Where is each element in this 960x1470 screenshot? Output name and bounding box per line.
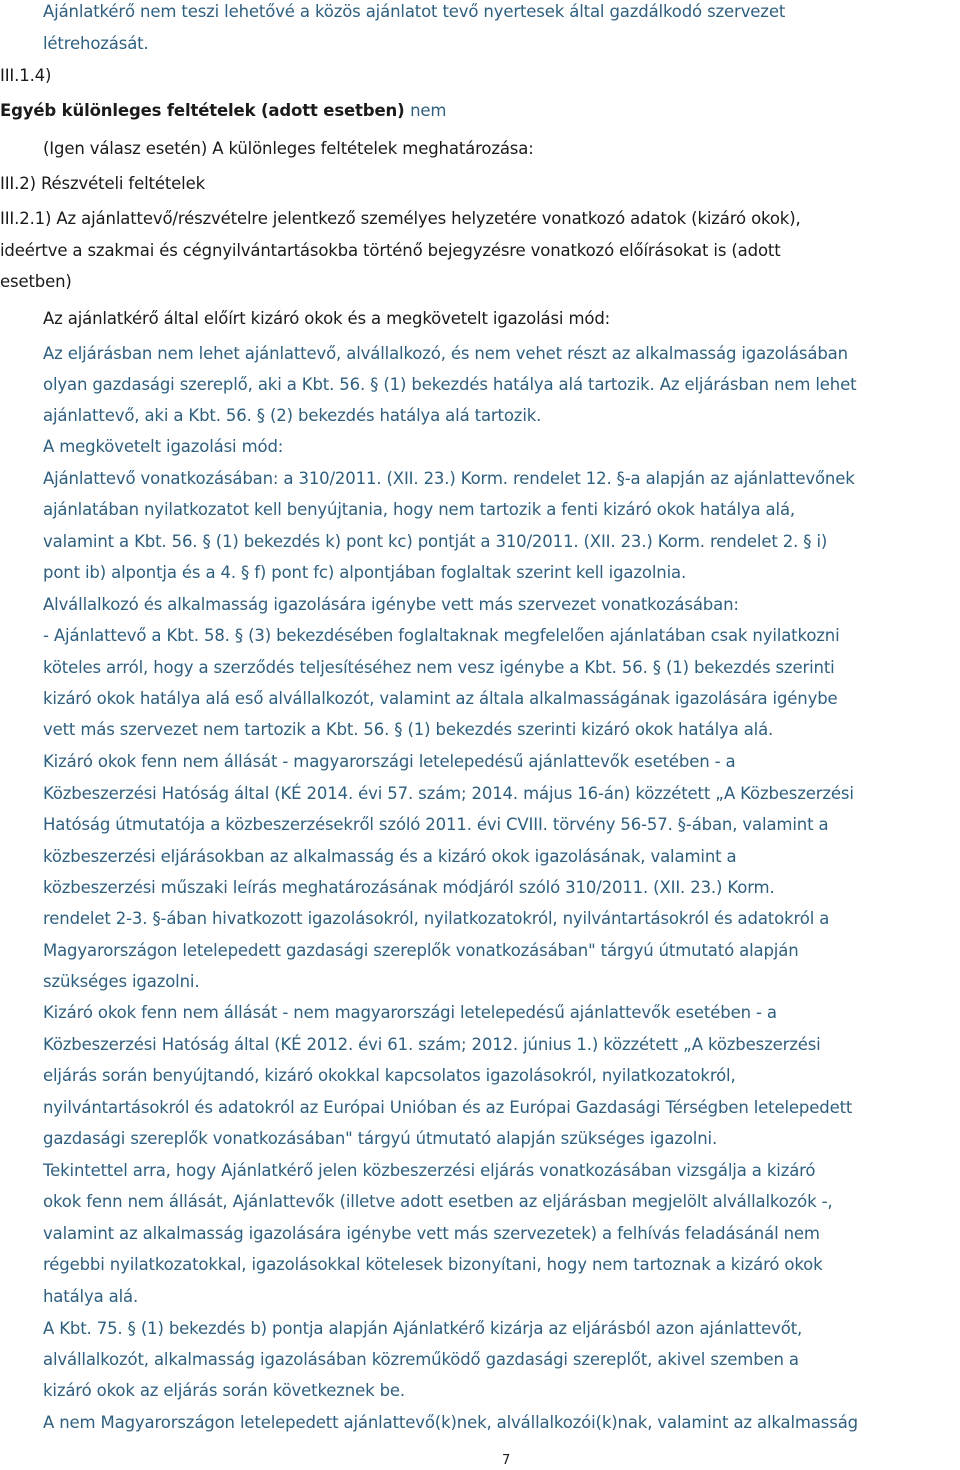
section-heading: III.2.1) Az ajánlattevő/részvételre jelentkező személyes helyzetére vonatkozó adatok (kizáró okok), xyxy=(0,209,801,228)
text-line: közbeszerzési eljárásokban az alkalmasság és a kizáró okok igazolásának, valamint a xyxy=(43,847,737,866)
text-line: Közbeszerzési Hatóság által (KÉ 2012. évi 61. szám; 2012. június 1.) közzétett „A közbeszerzési xyxy=(43,1035,821,1054)
special-conditions-heading: Egyéb különleges feltételek (adott esetben) xyxy=(0,101,411,120)
text-line: Kizáró okok fenn nem állását - nem magyarországi letelepedésű ajánlattevők esetében - a xyxy=(43,1003,777,1022)
text-line: A Kbt. 75. § (1) bekezdés b) pontja alapján Ajánlatkérő kizárja az eljárásból azon ajánlattevőt, xyxy=(43,1319,803,1338)
text-line: Kizáró okok fenn nem állását - magyarországi letelepedésű ajánlattevők esetében - a xyxy=(43,752,736,771)
text-line: kizáró okok hatálya alá eső alvállalkozót, valamint az általa alkalmasságának igazolására igénybe xyxy=(43,689,838,708)
special-conditions-line xyxy=(0,100,446,122)
text-line: Ajánlatkérő nem teszi lehetővé a közös ajánlatot tevő nyertesek által gazdálkodó szervezet xyxy=(43,2,786,21)
text-line: valamint a Kbt. 56. § (1) bekezdés k) pont kc) pontját a 310/2011. (XII. 23.) Korm. rendelet 2. § i) xyxy=(43,532,828,551)
text-line: szükséges igazolni. xyxy=(43,972,200,991)
text-line: eljárás során benyújtandó, kizáró okokkal kapcsolatos igazolásokról, nyilatkozatokról, xyxy=(43,1066,736,1085)
special-conditions-value: nem xyxy=(410,101,447,120)
text-line: olyan gazdasági szereplő, aki a Kbt. 56. § (1) bekezdés hatálya alá tartozik. Az eljárásban nem lehet xyxy=(43,375,857,394)
section-heading: III.2) Részvételi feltételek xyxy=(0,174,205,193)
text-line: hatálya alá. xyxy=(43,1287,139,1306)
text-line: ajánlatában nyilatkozatot kell benyújtania, hogy nem tartozik a fenti kizáró okok hatálya alá, xyxy=(43,500,795,519)
text-line: alvállalkozót, alkalmasság igazolásában közreműködő gazdasági szereplőt, akivel szemben a xyxy=(43,1350,799,1369)
text-line: esetben) xyxy=(0,272,72,291)
text-line: régebbi nyilatkozatokkal, igazolásokkal kötelesek bizonyítani, hogy nem tartoznak a kizáró okok xyxy=(43,1255,823,1274)
page-number: 7 xyxy=(502,1453,511,1468)
text-line: nyilvántartásokról és adatokról az Európai Unióban és az Európai Gazdasági Térségben letelepedett xyxy=(43,1098,853,1117)
text-line: ajánlattevő, aki a Kbt. 56. § (2) bekezdés hatálya alá tartozik. xyxy=(43,406,542,425)
text-line: vett más szervezet nem tartozik a Kbt. 56. § (1) bekezdés szerinti kizáró okok hatálya alá. xyxy=(43,720,774,739)
section-number: III.1.4) xyxy=(0,66,52,85)
text-line: Alvállalkozó és alkalmasság igazolására igénybe vett más szervezet vonatkozásában: xyxy=(43,595,739,614)
text-line: köteles arról, hogy a szerződés teljesítéséhez nem vesz igénybe a Kbt. 56. § (1) bekezdés szerinti xyxy=(43,658,835,677)
text-line: okok fenn nem állását, Ajánlattevők (illetve adott esetben az eljárásban megjelölt alvállalkozók -, xyxy=(43,1192,833,1211)
text-line: Hatóság útmutatója a közbeszerzésekről szóló 2011. évi CVIII. törvény 56-57. §-ában, valamint a xyxy=(43,815,829,834)
text-line: Ajánlattevő vonatkozásában: a 310/2011. (XII. 23.) Korm. rendelet 12. §-a alapján az ajánlattevőnek xyxy=(43,469,855,488)
text-line: Tekintettel arra, hogy Ajánlatkérő jelen közbeszerzési eljárás vonatkozásában vizsgálja a kizáró xyxy=(43,1161,816,1180)
text-line: kizáró okok az eljárás során következnek be. xyxy=(43,1381,406,1400)
text-line: - Ajánlattevő a Kbt. 58. § (3) bekezdésében foglaltaknak megfelelően ajánlatában csak nyilatkozni xyxy=(43,626,840,645)
text-line: (Igen válasz esetén) A különleges feltételek meghatározása: xyxy=(43,139,534,158)
text-line: Közbeszerzési Hatóság által (KÉ 2014. évi 57. szám; 2014. május 16-án) közzétett „A Közbeszerzési xyxy=(43,784,854,803)
text-line: ideértve a szakmai és cégnyilvántartásokba történő bejegyzésre vonatkozó előírásokat is (adott xyxy=(0,241,781,260)
text-line: Magyarországon letelepedett gazdasági szereplők vonatkozásában" tárgyú útmutató alapján xyxy=(43,941,799,960)
text-line: Az eljárásban nem lehet ajánlattevő, alvállalkozó, és nem vehet részt az alkalmasság igazolásában xyxy=(43,344,848,363)
text-line: közbeszerzési műszaki leírás meghatározásának módjáról szóló 310/2011. (XII. 23.) Korm. xyxy=(43,878,775,897)
text-line: Az ajánlatkérő által előírt kizáró okok és a megkövetelt igazolási mód: xyxy=(43,309,611,328)
text-line: valamint az alkalmasság igazolására igénybe vett más szervezetek) a felhívás feladásánál nem xyxy=(43,1224,820,1243)
text-line: pont ib) alpontja és a 4. § f) pont fc) alpontjában foglaltak szerint kell igazolnia. xyxy=(43,563,687,582)
text-line: gazdasági szereplők vonatkozásában" tárgyú útmutató alapján szükséges igazolni. xyxy=(43,1129,718,1148)
text-line: A megkövetelt igazolási mód: xyxy=(43,437,284,456)
text-line: A nem Magyarországon letelepedett ajánlattevő(k)nek, alvállalkozói(k)nak, valamint az alkalmasság xyxy=(43,1413,858,1432)
text-line: rendelet 2-3. §-ában hivatkozott igazolásokról, nyilatkozatokról, nyilvántartásokról és adatokról a xyxy=(43,909,830,928)
text-line: létrehozását. xyxy=(43,34,149,53)
